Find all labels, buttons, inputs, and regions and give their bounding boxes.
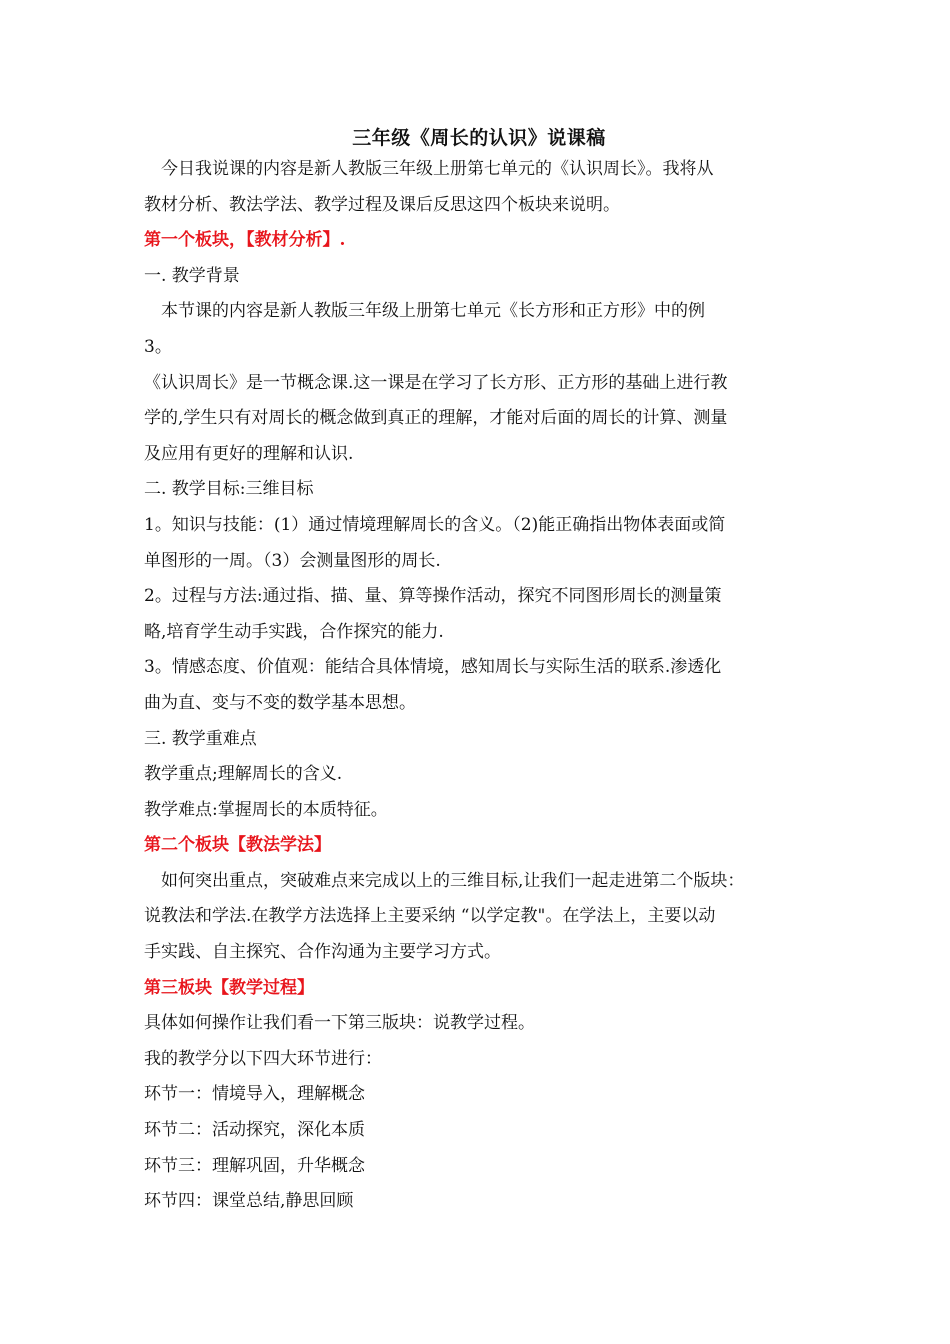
list-item: 环节四：课堂总结,静思回顾 (144, 1191, 354, 1212)
section-heading: 第三板块【教学过程】 (144, 977, 314, 998)
paragraph-line: 教材分析、教法学法、教学过程及课后反思这四个板块来说明。 (144, 194, 620, 215)
paragraph-line: 我的教学分以下四大环节进行： (144, 1048, 382, 1069)
document-page (144, 124, 814, 1220)
paragraph-line: 及应用有更好的理解和认识. (144, 443, 354, 464)
paragraph-line: 学的,学生只有对周长的概念做到真正的理解，才能对后面的周长的计算、测量 (144, 408, 728, 429)
document-body (144, 152, 814, 1220)
paragraph-line: 说教法和学法.在教学方法选择上主要采纳 “以学定教"。在学法上，主要以动 (144, 906, 716, 927)
paragraph-line: 1。知识与技能：(1）通过情境理解周长的含义。（2)能正确指出物体表面或简 (144, 514, 726, 535)
list-item: 环节三：理解巩固，升华概念 (144, 1155, 365, 1176)
document-title: 三年级《周长的认识》说课稿 (352, 127, 606, 149)
paragraph-line: 《认识周长》是一节概念课.这一课是在学习了长方形、正方形的基础上进行教 (144, 372, 728, 393)
subheading: 二. 教学目标:三维目标 (144, 479, 314, 500)
paragraph-line: 曲为直、变与不变的数学基本思想。 (144, 692, 416, 713)
list-item: 环节一：情境导入，理解概念 (144, 1084, 365, 1105)
subheading: 一. 教学背景 (144, 265, 240, 286)
section-heading: 第二个板块【教法学法】 (144, 835, 331, 856)
subheading: 三. 教学重难点 (144, 728, 257, 749)
paragraph-line: 教学难点:掌握周长的本质特征。 (144, 799, 388, 820)
paragraph-line: 今日我说课的内容是新人教版三年级上册第七单元的《认识周长》。我将从 (161, 159, 714, 179)
paragraph-line: 3。情感态度、价值观：能结合具体情境，感知周长与实际生活的联系.渗透化 (144, 657, 722, 678)
paragraph-line: 略,培育学生动手实践，合作探究的能力. (144, 621, 444, 642)
paragraph-line: 如何突出重点，突破难点来完成以上的三维目标,让我们一起走进第二个版块： (161, 870, 745, 891)
paragraph-line: 手实践、自主探究、合作沟通为主要学习方式。 (144, 942, 501, 963)
section-heading: 第一个板块，【教材分析】. (144, 230, 346, 251)
list-item: 环节二：活动探究，深化本质 (144, 1120, 365, 1141)
paragraph-line: 单图形的一周。（3）会测量图形的周长. (144, 550, 441, 571)
paragraph-line: 教学重点;理解周长的含义. (144, 764, 343, 785)
paragraph-line: 具体如何操作让我们看一下第三版块：说教学过程。 (144, 1013, 535, 1034)
paragraph-line: 3。 (144, 336, 172, 357)
paragraph-line: 本节课的内容是新人教版三年级上册第七单元《长方形和正方形》中的例 (161, 301, 705, 322)
paragraph-line: 2。过程与方法:通过指、描、量、算等操作活动，探究不同图形周长的测量策 (144, 586, 722, 607)
